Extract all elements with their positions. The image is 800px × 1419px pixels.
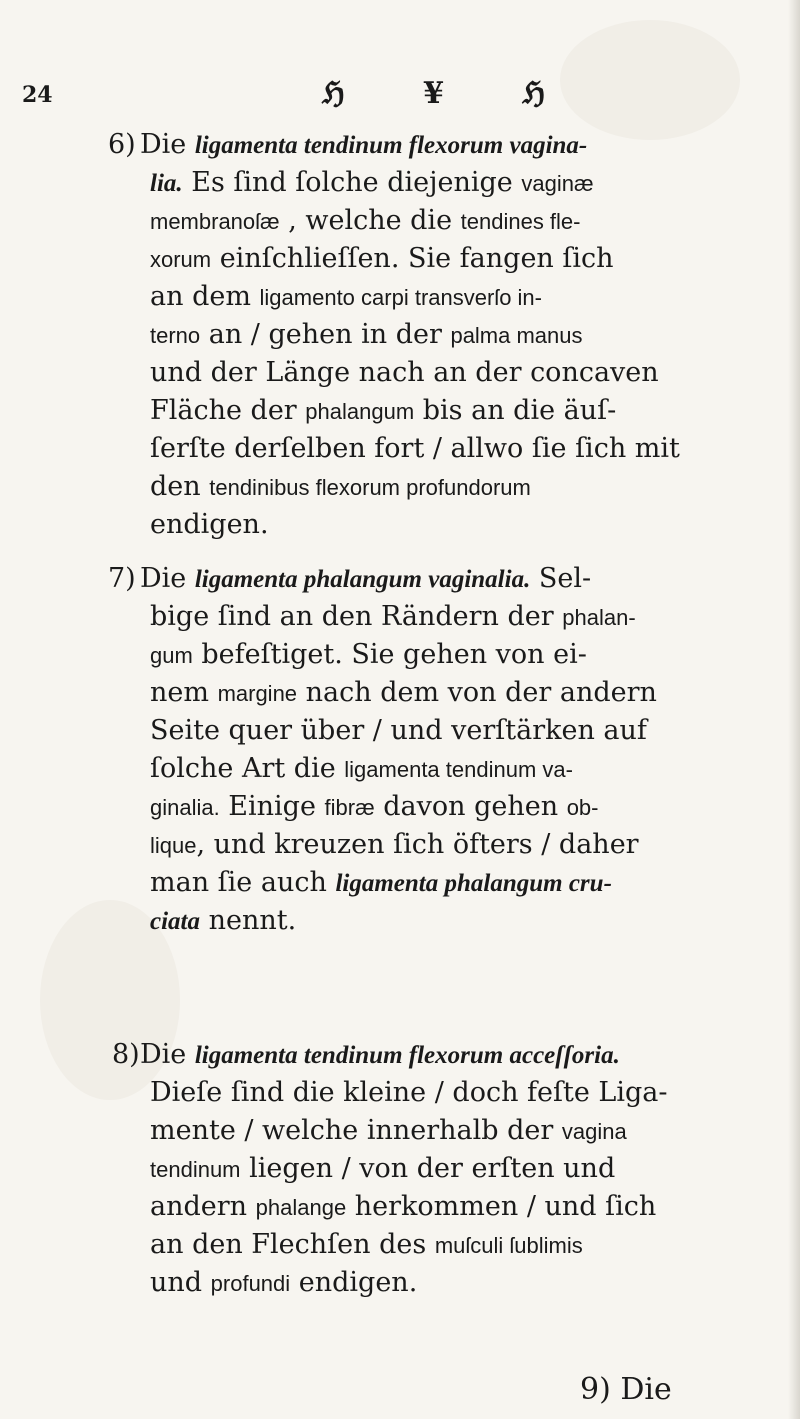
latin-text: ciata [150, 908, 200, 935]
text-line [150, 316, 790, 354]
catchword: 9) Die [580, 1372, 672, 1407]
german-text: Die [140, 129, 195, 160]
german-text: , welche die [279, 205, 461, 236]
latin-text: ob- [566, 795, 599, 820]
text-line [150, 1264, 790, 1302]
latin-text: ligamenta phalangum cru- [335, 870, 612, 897]
german-text: befeſtiget. Sie gehen von ei- [192, 639, 587, 670]
latin-text: ligamenta tendinum flexorum acceſſoria. [194, 1042, 620, 1069]
german-text: an dem [150, 281, 260, 312]
running-head: ℌ ¥ ℌ [322, 76, 580, 111]
german-text: an / gehen in der [200, 319, 451, 350]
text-line [112, 1036, 790, 1074]
german-text: ſolche Art die [150, 753, 345, 784]
german-text: endigen. [150, 509, 269, 540]
german-text: Sel- [530, 563, 592, 594]
latin-text: terno [150, 323, 201, 348]
entry-8 [112, 1036, 790, 1302]
entry-number: 6) [108, 129, 136, 160]
text-line [150, 164, 790, 202]
text-line [150, 430, 790, 468]
latin-text: phalangum [305, 399, 415, 424]
german-text: Die [140, 1039, 195, 1070]
text-line [150, 1226, 790, 1264]
german-text: einſchlieſſen. Sie fangen ſich [211, 243, 614, 274]
latin-text: muſculi ſublimis [434, 1233, 583, 1258]
german-text: man ſie auch [150, 867, 336, 898]
latin-text: ligamento carpi transverſo in- [259, 285, 542, 310]
german-text: den [150, 471, 210, 502]
paper-stain [560, 20, 740, 140]
german-text: , und kreuzen ſich öfters / daher [196, 829, 639, 860]
latin-text: phalange [255, 1195, 347, 1220]
german-text: endigen. [290, 1267, 418, 1298]
german-text: davon gehen [374, 791, 567, 822]
latin-text: vagina [561, 1119, 627, 1144]
text-line [108, 560, 790, 598]
text-line [150, 712, 790, 750]
entry-6 [108, 126, 790, 544]
latin-text: vaginæ [521, 171, 594, 196]
text-line [150, 240, 790, 278]
text-line [150, 788, 790, 826]
german-text: andern [150, 1191, 256, 1222]
german-text: nem [150, 677, 218, 708]
german-text: bige ſind an den Rändern der [150, 601, 563, 632]
latin-text: ligamenta tendinum va- [344, 757, 573, 782]
latin-text: tendines fle- [460, 209, 581, 234]
latin-text: membranoſæ [150, 209, 280, 234]
german-text: an den Flechſen des [150, 1229, 435, 1260]
latin-text: xorum [150, 247, 212, 272]
german-text: nach dem von der andern [297, 677, 657, 708]
text-line [150, 278, 790, 316]
latin-text: ligamenta phalangum vaginalia. [194, 566, 531, 593]
text-line [150, 392, 790, 430]
text-line [150, 636, 790, 674]
page-header [22, 76, 582, 116]
text-line [150, 1074, 790, 1112]
text-line [150, 750, 790, 788]
german-text: Einige [219, 791, 325, 822]
german-text: mente / welche innerhalb der [150, 1115, 562, 1146]
german-text: Die [140, 563, 195, 594]
german-text: liegen / von der erſten und [240, 1153, 616, 1184]
text-line [150, 1188, 790, 1226]
german-text: Dieſe ſind die kleine / doch feſte Liga- [150, 1077, 668, 1108]
latin-text: gum [150, 643, 193, 668]
german-text: concaven [530, 357, 659, 388]
latin-text: palma manus [450, 323, 583, 348]
text-line [150, 468, 790, 506]
entry-7 [108, 560, 790, 940]
text-line [150, 1150, 790, 1188]
latin-text: tendinibus flexorum profundorum [209, 475, 531, 500]
text-line [150, 674, 790, 712]
german-text: bis an die äuſ- [414, 395, 617, 426]
german-text: und [150, 1267, 211, 1298]
text-line [150, 506, 790, 544]
german-text: Seite quer über / und verſtärken auf [150, 715, 647, 746]
text-line [150, 354, 790, 392]
latin-text: margine [217, 681, 298, 706]
german-text: nennt. [200, 905, 297, 936]
text-line [150, 864, 790, 902]
entry-number: 7) [108, 563, 136, 594]
latin-text: phalan- [562, 605, 636, 630]
latin-text: lia. [150, 170, 183, 197]
german-text: ſerſte derſelben fort / allwo ſie ſich mit [150, 433, 680, 464]
latin-text: ginalia. [150, 795, 220, 820]
text-line [150, 902, 790, 940]
latin-text: lique [150, 833, 197, 858]
page-number: 24 [22, 82, 53, 108]
latin-text: ligamenta tendinum flexorum vagina- [194, 132, 588, 159]
entry-number: 8) [112, 1039, 140, 1070]
german-text: Fläche der [150, 395, 306, 426]
latin-text: fibræ [324, 795, 375, 820]
latin-text: tendinum [150, 1157, 241, 1182]
text-line [108, 126, 790, 164]
german-text: herkommen / und ſich [346, 1191, 657, 1222]
latin-text: profundi [210, 1271, 291, 1296]
german-text: Es ſind ſolche diejenige [182, 167, 522, 198]
text-line [150, 202, 790, 240]
text-line [150, 826, 790, 864]
text-line [150, 598, 790, 636]
german-text: und der Länge nach an der [150, 357, 531, 388]
text-line [150, 1112, 790, 1150]
